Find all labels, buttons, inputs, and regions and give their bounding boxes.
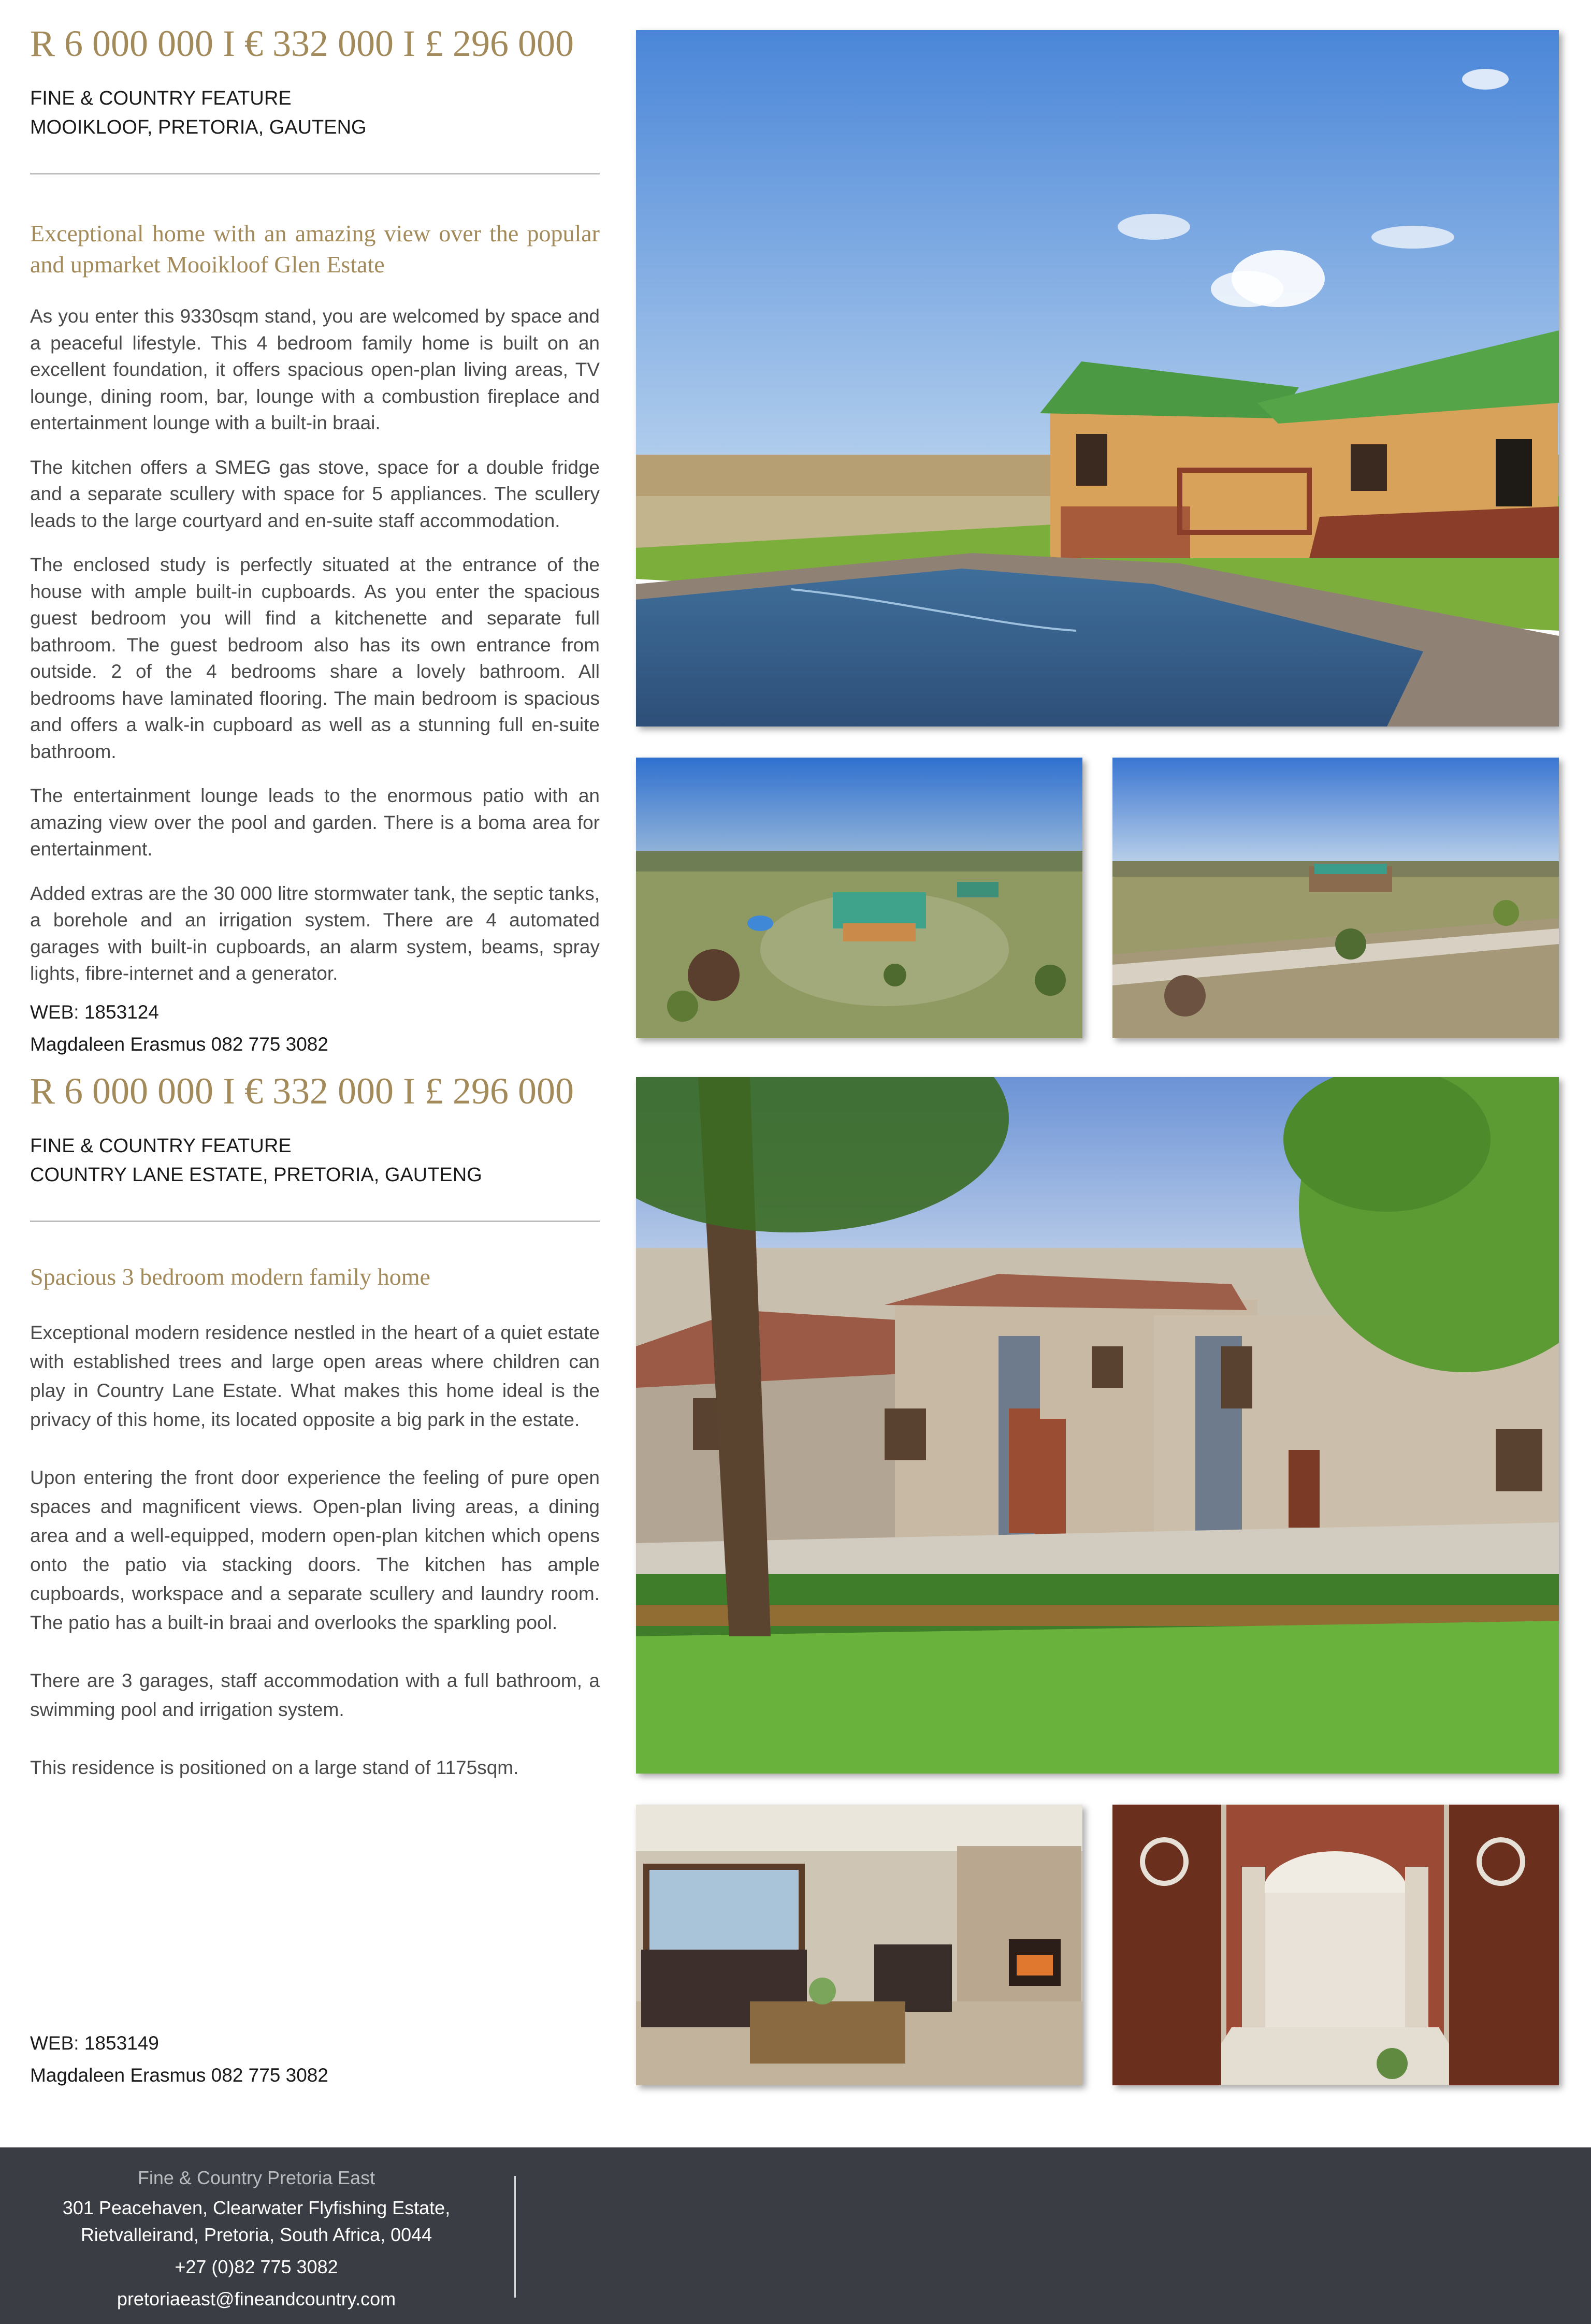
paragraph: There are 3 garages, staff accommodation with a full bathroom, a swimming pool and irrigation system. (30, 1670, 600, 1720)
photo-modern-house (636, 1077, 1559, 1774)
web-reference: WEB: 1853149 (30, 2032, 159, 2054)
paragraph: Upon entering the front door experience the feeling of pure open spaces and magnificent views. Open-plan living areas, a dining area and a well-equipped, modern open-plan kitchen which opens onto the patio via stacking doors. The kitchen has ample cupboards, workspace and a separate scullery and laundry room. The patio has a built-in braai and overlooks the sparkling pool. (30, 1467, 600, 1633)
location: COUNTRY LANE ESTATE, PRETORIA, GAUTENG (30, 1164, 482, 1186)
listing-1-headline: Exceptional home with an amazing view over the popular and upmarket Mooikloof Glen Estate (30, 220, 600, 278)
paragraph: Added extras are the 30 000 litre stormwater tank, the septic tanks, a borehole and an irrigation system. There are 4 automated garages with built-in cupboards, an alarm system, beams, spray lights, fibre-internet and a generator. (30, 882, 600, 984)
address-line-2: Rietvalleirand, Pretoria, South Africa, 0044 (80, 2224, 432, 2245)
photo-entrance-doors (1112, 1805, 1559, 2085)
phone-number: +27 (0)82 775 3082 (175, 2256, 338, 2277)
paragraph: As you enter this 9330sqm stand, you are welcomed by space and a peaceful lifestyle. This 4 bedroom family home is built on an excellent foundation, it offers spacious open-plan living areas, TV lounge, dining room, bar, lounge with a combustion fireplace and entertainment lounge with a built-in braai. (30, 306, 600, 433)
listing-1-description (30, 303, 600, 987)
web-reference: WEB: 1853124 (30, 1001, 159, 1023)
listing-2-price: R 6 000 000 I € 332 000 I £ 296 000 (30, 1070, 574, 1112)
listing-2-contact (30, 2027, 600, 2091)
paragraph: The entertainment lounge leads to the enormous patio with an amazing view over the pool and garden. There is a boma area for entertainment. (30, 785, 600, 860)
email-link[interactable]: pretoriaeast@fineandcountry.com (117, 2288, 396, 2310)
listing-1-price: R 6 000 000 I € 332 000 I £ 296 000 (30, 23, 574, 64)
photo-aerial-estate-1 (636, 758, 1082, 1038)
feature-label: FINE & COUNTRY FEATURE (30, 1135, 292, 1157)
paragraph: This residence is positioned on a large stand of 1175sqm. (30, 1757, 519, 1778)
photo-aerial-estate-2 (1112, 758, 1559, 1038)
listing-2-feature (30, 1131, 600, 1189)
listing-1-contact (30, 996, 600, 1061)
agent-contact: Magdaleen Erasmus 082 775 3082 (30, 2065, 328, 2086)
footer (0, 2147, 1591, 2324)
photo-living-room (636, 1805, 1082, 2085)
listing-2 (30, 1072, 600, 1782)
divider (30, 1221, 600, 1222)
agent-contact: Magdaleen Erasmus 082 775 3082 (30, 1033, 328, 1055)
divider (30, 173, 600, 175)
photo-house-pool (636, 30, 1559, 727)
paragraph: Exceptional modern residence nestled in the heart of a quiet estate with established trees and large open areas where children can play in Country Lane Estate. What makes this home ideal is the privacy of this home, its located opposite a big park in the estate. (30, 1322, 600, 1430)
office-name: Fine & Country Pretoria East (137, 2167, 375, 2188)
listing-2-headline: Spacious 3 bedroom modern family home (30, 1263, 430, 1290)
listing-2-description (30, 1318, 600, 1782)
paragraph: The enclosed study is perfectly situated at the entrance of the house with ample built-in cupboards. As you enter the spacious guest bedroom you will find a kitchenette and separate full bathroom. The guest bedroom also has its own entrance from outside. 2 of the 4 bedrooms share a lovely bathroom. All bedrooms have laminated flooring. The main bedroom is spacious and offers a walk-in cupboard as well as a stunning full en-suite bathroom. (30, 554, 600, 762)
listing-1 (30, 25, 600, 1061)
address-line-1: 301 Peacehaven, Clearwater Flyfishing Estate, (62, 2197, 451, 2218)
footer-divider (514, 2176, 516, 2298)
listing-1-feature (30, 84, 600, 142)
feature-label: FINE & COUNTRY FEATURE (30, 88, 292, 109)
office-contact-block (31, 2163, 482, 2314)
location: MOOIKLOOF, PRETORIA, GAUTENG (30, 117, 367, 138)
paragraph: The kitchen offers a SMEG gas stove, space for a double fridge and a separate scullery with space for 5 appliances. The scullery leads to the large courtyard and en-suite staff accommodation. (30, 456, 600, 531)
